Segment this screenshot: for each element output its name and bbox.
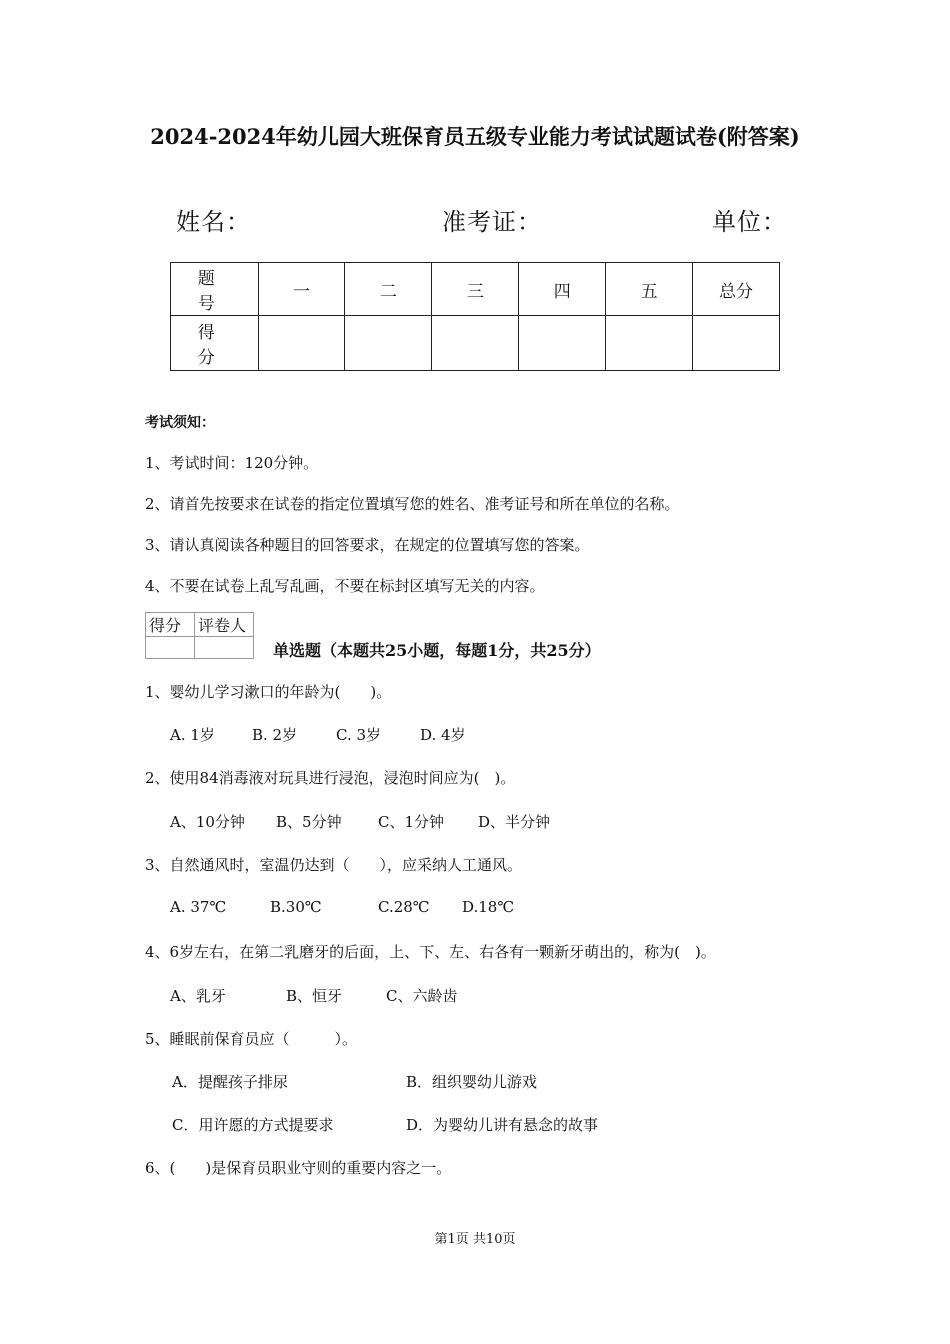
score-input-cell[interactable] xyxy=(693,316,780,371)
grader-box-grader-label: 评卷人 xyxy=(195,613,254,637)
score-table xyxy=(170,262,780,371)
question-text: 4、6岁左右，在第二乳磨牙的后面，上、下、左、右各有一颗新牙萌出的，称为( )。 xyxy=(145,943,716,961)
question-option: D、半分钟 xyxy=(478,813,551,831)
question-option: B．组织婴幼儿游戏 xyxy=(406,1073,538,1091)
name-field-label: 姓名： xyxy=(176,208,251,236)
question-text: 2、使用84消毒液对玩具进行浸泡，浸泡时间应为( )。 xyxy=(145,769,516,787)
unit-field-label: 单位： xyxy=(712,208,787,236)
score-table-header-cell: 四 xyxy=(519,263,606,316)
question-text: 5、睡眠前保育员应（ ）。 xyxy=(145,1030,358,1048)
question-option: A、10分钟 xyxy=(170,813,245,831)
score-table-header-cell: 总分 xyxy=(693,263,780,316)
question-option: A. 1岁 xyxy=(170,726,215,744)
score-table-row-label: 得 分 xyxy=(171,316,259,371)
section-title: 单选题（本题共25小题，每题1分，共25分） xyxy=(273,641,601,660)
question-text: 1、婴幼儿学习漱口的年龄为( )。 xyxy=(145,683,392,701)
question-option: D. 4岁 xyxy=(420,726,466,744)
grader-box-grader-cell[interactable] xyxy=(195,637,254,659)
question-text: 3、自然通风时，室温仍达到（ ），应采纳人工通风。 xyxy=(145,856,523,874)
score-table-header-cell: 五 xyxy=(606,263,693,316)
score-input-cell[interactable] xyxy=(258,316,345,371)
score-input-cell[interactable] xyxy=(432,316,519,371)
score-input-cell[interactable] xyxy=(519,316,606,371)
notice-item: 1、考试时间：120分钟。 xyxy=(145,454,319,472)
score-input-cell[interactable] xyxy=(606,316,693,371)
question-option: A. 37℃ xyxy=(170,898,227,916)
page-title: 2024-2024年幼儿园大班保育员五级专业能力考试试题试卷(附答案) xyxy=(150,124,800,149)
question-option: D．为婴幼儿讲有悬念的故事 xyxy=(406,1116,599,1134)
question-option: B.30℃ xyxy=(270,898,322,916)
question-option: C.28℃ xyxy=(378,898,430,916)
question-option: A．提醒孩子排尿 xyxy=(172,1073,288,1091)
question-option: C．用许愿的方式提要求 xyxy=(172,1116,334,1134)
score-table-header-cell: 三 xyxy=(432,263,519,316)
question-option: C. 3岁 xyxy=(336,726,382,744)
exam-number-field-label: 准考证： xyxy=(442,208,542,236)
page-footer: 第1页 共10页 xyxy=(434,1232,516,1247)
grader-box xyxy=(145,612,254,659)
question-option: B、5分钟 xyxy=(276,813,342,831)
question-option: C、六龄齿 xyxy=(386,987,458,1005)
notice-item: 2、请首先按要求在试卷的指定位置填写您的姓名、准考证号和所在单位的名称。 xyxy=(145,495,680,513)
question-option: A、乳牙 xyxy=(170,987,226,1005)
notice-item: 3、请认真阅读各种题目的回答要求，在规定的位置填写您的答案。 xyxy=(145,536,590,554)
notice-item: 4、不要在试卷上乱写乱画，不要在标封区填写无关的内容。 xyxy=(145,577,545,595)
score-input-cell[interactable] xyxy=(345,316,432,371)
question-option: D.18℃ xyxy=(462,898,515,916)
question-text: 6、( )是保育员职业守则的重要内容之一。 xyxy=(145,1159,452,1177)
question-option: B. 2岁 xyxy=(252,726,298,744)
grader-box-score-label: 得分 xyxy=(146,613,195,637)
grader-box-score-cell[interactable] xyxy=(146,637,195,659)
score-table-header-cell: 二 xyxy=(345,263,432,316)
notice-title: 考试须知： xyxy=(145,415,215,431)
question-option: B、恒牙 xyxy=(286,987,343,1005)
score-table-header-cell: 题 号 xyxy=(171,263,259,316)
question-option: C、1分钟 xyxy=(378,813,445,831)
score-table-header-cell: 一 xyxy=(258,263,345,316)
